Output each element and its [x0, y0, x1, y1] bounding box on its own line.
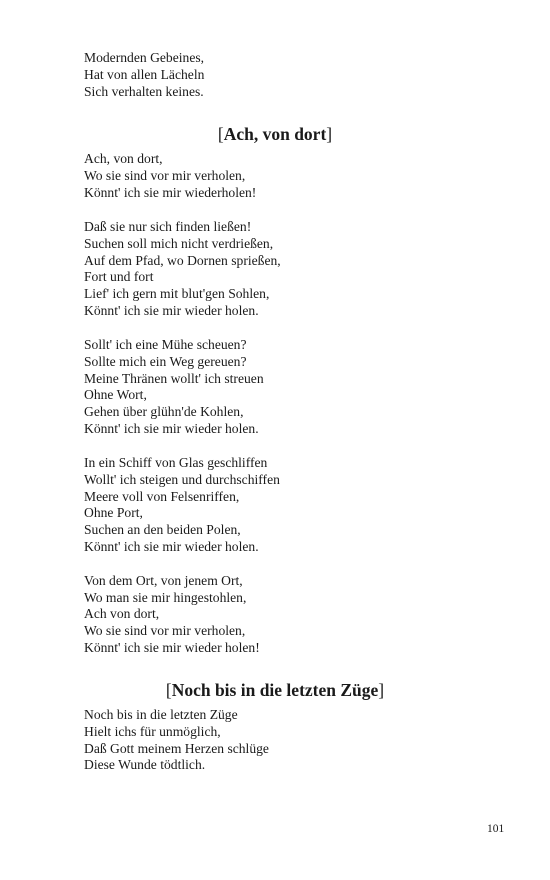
- verse-line: Ach, von dort,: [84, 151, 163, 166]
- verse-line: Hat von allen Lächeln: [84, 67, 205, 82]
- verse-line: Sich verhalten keines.: [84, 84, 204, 99]
- verse-line: Daß sie nur sich finden ließen!: [84, 219, 252, 234]
- verse-line: Ach von dort,: [84, 606, 160, 621]
- verse-line: Wo man sie mir hingestohlen,: [84, 590, 247, 605]
- verse-line: Diese Wunde tödtlich.: [84, 757, 206, 772]
- verse-line: Wo sie sind vor mir verholen,: [84, 623, 246, 638]
- verse-line: Modernden Gebeines,: [84, 50, 205, 65]
- poem-title: [Noch bis in die letzten Züge]: [165, 680, 385, 700]
- verse-line: Ohne Port,: [84, 505, 143, 520]
- verse-line: Auf dem Pfad, wo Dornen sprießen,: [84, 253, 281, 268]
- verse-line: In ein Schiff von Glas geschliffen: [84, 455, 268, 470]
- verse-line: Könnt' ich sie mir wieder holen.: [84, 303, 259, 318]
- verse-line: Ohne Wort,: [84, 387, 147, 402]
- verse-line: Suchen an den beiden Polen,: [84, 522, 241, 537]
- verse-line: Meere voll von Felsenriffen,: [84, 489, 240, 504]
- verse-line: Sollte mich ein Weg gereuen?: [84, 354, 247, 369]
- verse-line: Sollt' ich eine Mühe scheuen?: [84, 337, 247, 352]
- verse-line: Suchen soll mich nicht verdrießen,: [84, 236, 274, 251]
- verse-line: Könnt' ich sie mir wieder holen.: [84, 421, 259, 436]
- verse-line: Könnt' ich sie mir wieder holen.: [84, 539, 259, 554]
- verse-line: Lief' ich gern mit blut'gen Sohlen,: [84, 286, 270, 301]
- verse-line: Wo sie sind vor mir verholen,: [84, 168, 246, 183]
- page-number: 101: [487, 823, 505, 835]
- poem-title-text: Noch bis in die letzten Züge: [171, 680, 379, 700]
- poem-title: [Ach, von dort]: [217, 124, 333, 144]
- verse-line: Wollt' ich steigen und durchschiffen: [84, 472, 280, 487]
- poem-title-text: Ach, von dort: [223, 124, 327, 144]
- verse-line: Hielt ichs für unmöglich,: [84, 724, 221, 739]
- verse-line: Könnt' ich sie mir wieder holen!: [84, 640, 260, 655]
- verse-line: Gehen über glühn'de Kohlen,: [84, 404, 244, 419]
- verse-line: Könnt' ich sie mir wiederholen!: [84, 185, 257, 200]
- verse-line: Meine Thränen wollt' ich streuen: [84, 371, 264, 386]
- verse-line: Daß Gott meinem Herzen schlüge: [84, 741, 269, 756]
- verse-line: Von dem Ort, von jenem Ort,: [84, 573, 243, 588]
- verse-line: Noch bis in die letzten Züge: [84, 707, 238, 722]
- verse-line: Fort und fort: [84, 269, 154, 284]
